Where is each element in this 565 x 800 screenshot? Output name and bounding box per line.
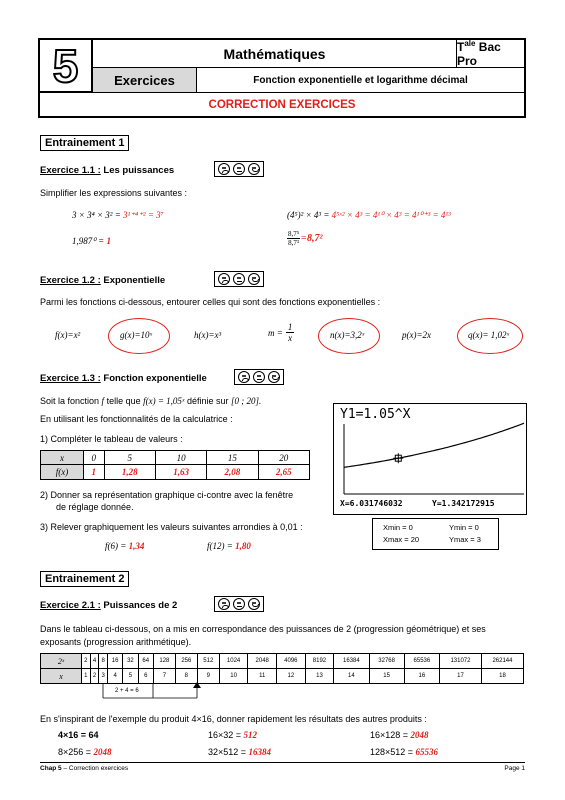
ex11-number: Exercice 1.1 : — [40, 165, 101, 176]
table-f-cell: 1,28 — [104, 465, 155, 480]
f6-value — [105, 541, 144, 551]
header — [38, 38, 526, 118]
ex12-name: Exponentielle — [100, 275, 166, 286]
exponent-cell: 1 — [82, 669, 91, 684]
f6-lhs: f(6) = — [105, 541, 129, 551]
f12-value — [207, 541, 251, 551]
window-xmax: Xmax = 20 — [383, 535, 420, 544]
function-p: p(x)=2x — [402, 330, 432, 340]
ex11-expr4 — [287, 230, 322, 247]
calc-graph — [334, 404, 526, 514]
neutral-face-icon[interactable] — [233, 273, 245, 285]
exponent-cell: 16 — [404, 669, 439, 684]
table-x-cell: 5 — [104, 451, 155, 465]
ex11-title — [40, 165, 174, 176]
powers-table — [40, 653, 524, 684]
f6-answer: 1,34 — [128, 541, 145, 551]
expr1-answer: 3¹⁺⁴⁺² = 3⁷ — [123, 210, 164, 220]
ex13-title — [40, 373, 207, 384]
product-lhs: 16×128 = — [370, 730, 411, 740]
power-cell: 2048 — [248, 654, 277, 669]
exponent-cell: 18 — [481, 669, 523, 684]
function-h: h(x)=x³ — [194, 330, 222, 340]
table-f-label: f(x) — [41, 465, 84, 480]
tab-label: Exercices — [114, 72, 175, 88]
line1-interval: [0 ; 20]. — [230, 396, 262, 406]
product-lhs: 8×256 = — [58, 747, 94, 757]
table-f-cell: 1 — [84, 465, 105, 480]
line1-a: Soit la fonction — [40, 396, 102, 406]
expr3-lhs: 1,987⁰ = — [72, 236, 107, 246]
level-label — [457, 39, 524, 68]
window-ymin: Ymin = 0 — [449, 523, 479, 532]
product-lhs: 32×512 = — [208, 747, 249, 757]
expr3-answer: 1 — [106, 236, 111, 246]
m-numerator: 1 — [287, 322, 293, 332]
power-cell: 64 — [138, 654, 153, 669]
function-g: g(x)=10ˣ — [120, 330, 153, 340]
ex12-title — [40, 275, 165, 286]
exponent-cell: 12 — [277, 669, 306, 684]
chapter-number-cell — [38, 38, 93, 93]
section-training-2: Entrainement 2 — [40, 571, 129, 587]
chapter-title-cell — [196, 67, 526, 93]
power-cell: 8192 — [305, 654, 334, 669]
exponent-cell: 5 — [123, 669, 138, 684]
product-lhs: 16×32 = — [208, 730, 244, 740]
neutral-face-icon[interactable] — [233, 598, 245, 610]
ex11-instruction: Simplifier les expressions suivantes : — [40, 188, 188, 198]
arrow-label: 2 + 4 = 6 — [115, 688, 139, 694]
expr4-denominator: 8,7³ — [288, 239, 300, 247]
level-main: T — [457, 40, 465, 54]
function-m — [268, 322, 294, 343]
f12-answer: 1,80 — [235, 541, 251, 551]
ex21-rating[interactable] — [214, 596, 264, 612]
line1-f: f — [101, 396, 105, 406]
level-cell — [456, 38, 526, 68]
expr1-lhs: 3 × 3⁴ × 3² = — [72, 210, 124, 220]
product-1 — [58, 730, 99, 740]
ex21-title — [40, 600, 177, 611]
calc-function-label: Y1=1.05^X — [340, 407, 411, 422]
exponent-cell: 8 — [175, 669, 197, 684]
ex11-name: Les puissances — [100, 165, 175, 176]
subject-title: Mathématiques — [223, 45, 326, 62]
power-cell: 32 — [123, 654, 138, 669]
sad-face-icon[interactable] — [218, 163, 230, 175]
window-settings-box — [372, 518, 499, 550]
ex21-para3: En s'inspirant de l'exemple du produit 4×16, donner rapidement les résultats des autres produits : — [40, 714, 427, 724]
sad-face-icon[interactable] — [238, 371, 250, 383]
exponent-cell: 3 — [99, 669, 108, 684]
powers-row — [41, 654, 524, 669]
ex13-rating[interactable] — [234, 369, 284, 385]
line1-b: telle que — [104, 396, 144, 406]
neutral-face-icon[interactable] — [253, 371, 265, 383]
power-cell: 16384 — [334, 654, 369, 669]
product-6 — [370, 747, 438, 757]
calc-readout-y: Y=1.342172915 — [432, 499, 495, 508]
ex11-rating[interactable] — [214, 161, 264, 177]
window-ymax: Ymax = 3 — [449, 535, 481, 544]
power-cell: 4 — [90, 654, 99, 669]
product-4 — [58, 747, 112, 757]
product-answer: 512 — [243, 730, 258, 740]
powers-row-label: 2ˣ — [41, 654, 82, 669]
exponent-cell: 6 — [138, 669, 153, 684]
sad-face-icon[interactable] — [218, 273, 230, 285]
m-lhs: m = — [268, 327, 283, 338]
ex11-expr1 — [72, 210, 164, 221]
exponent-cell: 2 — [90, 669, 99, 684]
ex13-item2a: 2) Donner sa représentation graphique ci-contre avec la fenêtre — [40, 490, 294, 500]
ex12-rating[interactable] — [214, 271, 264, 287]
power-cell: 4096 — [277, 654, 306, 669]
power-cell: 131072 — [440, 654, 482, 669]
chapter-number: 5 — [52, 39, 79, 92]
product-lhs: 128×512 = — [370, 747, 416, 757]
power-cell: 256 — [175, 654, 197, 669]
line1-c: définie sur — [184, 396, 231, 406]
exponent-cell: 15 — [369, 669, 404, 684]
power-cell: 16 — [107, 654, 122, 669]
values-row-x — [41, 451, 310, 465]
banner-cell — [38, 92, 526, 118]
table-f-cell: 1,63 — [155, 465, 206, 480]
happy-face-icon[interactable] — [248, 163, 260, 175]
line1-fx: f(x) = 1,05ˣ — [143, 396, 185, 406]
ex21-number: Exercice 2.1 : — [40, 600, 101, 611]
sum-arrows — [0, 682, 565, 704]
product-answer: 2048 — [93, 747, 112, 757]
values-row-f — [41, 465, 310, 480]
table-x-label: x — [41, 451, 84, 465]
subject-cell — [92, 38, 457, 68]
chapter-title: Fonction exponentielle et logarithme décimal — [253, 74, 468, 86]
tab-exercices — [92, 67, 197, 93]
footer-text: – Correction exercices — [61, 765, 129, 772]
ex13-line2: En utilisant les fonctionnalités de la calculatrice : — [40, 414, 233, 424]
ex11-expr2 — [287, 210, 451, 221]
calc-curve — [344, 423, 524, 467]
expr4-numerator: 8,7⁵ — [288, 230, 300, 238]
product-answer: 16384 — [248, 747, 272, 757]
exponent-cell: 10 — [219, 669, 248, 684]
ex13-name: Fonction exponentielle — [100, 373, 207, 384]
ex13-number: Exercice 1.3 : — [40, 373, 101, 384]
expr4-answer: 8,7² — [306, 233, 323, 244]
product-3 — [370, 730, 429, 740]
m-denominator: x — [288, 333, 293, 343]
product-5 — [208, 747, 271, 757]
ex21-para1: Dans le tableau ci-dessous, on a mis en correspondance des puissances de 2 (progression géométrique) et ses — [40, 624, 486, 634]
table-x-cell: 20 — [258, 451, 309, 465]
table-x-cell: 0 — [84, 451, 105, 465]
correction-banner: CORRECTION EXERCICES — [208, 98, 356, 111]
footer-chapter: Chap 5 — [40, 765, 62, 772]
m-fraction — [286, 322, 295, 343]
ex13-item3: 3) Relever graphiquement les valeurs suivantes arrondies à 0,01 : — [40, 522, 303, 532]
power-cell: 65536 — [404, 654, 439, 669]
window-xmin: Xmin = 0 — [383, 523, 413, 532]
ex13-item2b: de réglage donnée. — [56, 502, 134, 512]
power-cell: 512 — [197, 654, 219, 669]
ex12-instruction: Parmi les fonctions ci-dessous, entourer celles qui sont des fonctions exponentielles : — [40, 297, 381, 307]
exponent-cell: 7 — [153, 669, 175, 684]
ex13-item1: 1) Compléter le tableau de valeurs : — [40, 434, 183, 444]
exponent-cell: 4 — [107, 669, 122, 684]
product-lhs: 4×16 = — [58, 730, 89, 740]
f12-lhs: f(12) = — [207, 541, 236, 551]
power-cell: 2 — [82, 654, 91, 669]
calc-readout-x: X=6.031746032 — [340, 499, 403, 508]
happy-face-icon[interactable] — [248, 273, 260, 285]
exponent-cell: 13 — [305, 669, 334, 684]
product-2 — [208, 730, 257, 740]
expr4-equals: = — [300, 233, 307, 244]
ex12-number: Exercice 1.2 : — [40, 275, 101, 286]
table-x-cell: 15 — [207, 451, 258, 465]
table-f-cell: 2,08 — [207, 465, 258, 480]
product-answer: 64 — [88, 730, 99, 740]
power-cell: 8 — [99, 654, 108, 669]
function-n: n(x)=3,2ˣ — [330, 330, 365, 340]
ex11-expr3 — [72, 236, 111, 247]
product-answer: 65536 — [415, 747, 439, 757]
exponents-row-label: x — [41, 669, 82, 684]
expr4-fraction — [287, 230, 300, 247]
power-cell: 128 — [153, 654, 175, 669]
footer — [40, 762, 525, 772]
exponent-cell: 9 — [197, 669, 219, 684]
product-answer: 2048 — [410, 730, 429, 740]
exponent-cell: 14 — [334, 669, 369, 684]
ex21-name: Puissances de 2 — [100, 600, 178, 611]
calc-cursor-icon — [393, 453, 403, 463]
level-sup: ale — [464, 39, 476, 48]
exponent-cell: 11 — [248, 669, 277, 684]
values-table — [40, 450, 310, 480]
function-q: q(x)= 1,02ˣ — [468, 330, 510, 340]
section-training-1: Entrainement 1 — [40, 135, 129, 151]
table-f-cell: 2,65 — [258, 465, 309, 480]
table-x-cell: 10 — [155, 451, 206, 465]
expr2-answer: 4⁵ˣ² × 4³ = 4¹⁰ × 4³ = 4¹⁰⁺³ = 4¹³ — [331, 210, 451, 220]
ex13-line1 — [40, 396, 261, 406]
footer-page: Page 1 — [504, 765, 525, 772]
ex21-para2: exposants (progression arithmétique). — [40, 637, 192, 647]
neutral-face-icon[interactable] — [233, 163, 245, 175]
happy-face-icon[interactable] — [268, 371, 280, 383]
expr2-lhs: (4⁵)² × 4³ = — [287, 210, 332, 220]
power-cell: 32768 — [369, 654, 404, 669]
calculator-screen — [333, 403, 527, 515]
sad-face-icon[interactable] — [218, 598, 230, 610]
happy-face-icon[interactable] — [248, 598, 260, 610]
function-f: f(x)=x² — [55, 330, 81, 340]
level-rest: Bac Pro — [457, 40, 501, 68]
power-cell: 1024 — [219, 654, 248, 669]
power-cell: 262144 — [481, 654, 523, 669]
exponent-cell: 17 — [440, 669, 482, 684]
